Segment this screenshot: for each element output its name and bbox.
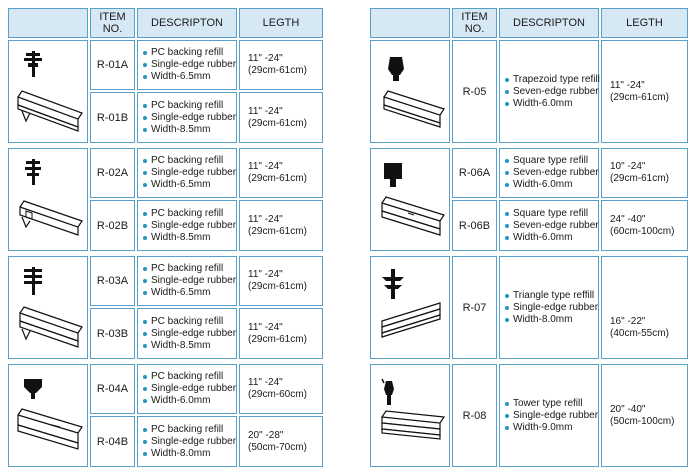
description-cell — [137, 416, 237, 467]
length-cell — [239, 416, 323, 467]
description-text: Single-edge rubber — [151, 167, 237, 178]
description-line — [505, 167, 598, 179]
bullet-icon — [505, 306, 509, 310]
description-cell — [499, 148, 599, 198]
refill-r03-picture — [8, 256, 88, 359]
length-inches: 11" -24" — [248, 269, 283, 280]
length-cell — [239, 92, 323, 143]
length-cell — [239, 148, 323, 198]
description-text: Width-8.0mm — [513, 313, 573, 325]
refill-r02-picture — [8, 148, 88, 251]
description-line — [143, 383, 236, 395]
bullet-icon — [505, 102, 509, 106]
description-line — [143, 220, 236, 232]
description-text: Seven-edge rubber — [513, 85, 599, 97]
bullet-icon — [505, 78, 509, 82]
description-cell — [137, 92, 237, 143]
description-text: Width-8.5mm — [151, 231, 211, 243]
length-inches: 11" -24" — [248, 213, 283, 225]
length-cell — [601, 200, 688, 251]
bullet-icon — [143, 63, 147, 67]
description-line — [143, 100, 236, 112]
bullet-icon — [143, 51, 147, 55]
bullet-icon — [505, 224, 509, 228]
length-cell — [239, 40, 323, 90]
length-cm: (29cm-61cm) — [248, 281, 307, 292]
bullet-icon — [505, 318, 509, 322]
length-cm: (50cm-70cm) — [248, 441, 307, 453]
length-cm: (29cm-61cm) — [610, 91, 669, 103]
description-text: PC backing refill — [151, 315, 224, 327]
right-header-description: DESCRIPTON — [499, 8, 599, 38]
description-text: Single-edge rubber — [151, 219, 237, 231]
length-cell — [239, 364, 323, 414]
refill-r06-picture — [370, 148, 450, 251]
description-line — [505, 86, 598, 98]
description-text: Triangle type reffill — [513, 289, 595, 301]
left-header-description: DESCRIPTON — [137, 8, 237, 38]
length-cell — [239, 200, 323, 251]
description-text: PC backing refill — [151, 263, 224, 274]
item-no-cell: R-02A — [90, 148, 135, 198]
bullet-icon — [143, 320, 147, 324]
description-text: Seven-edge rubber — [513, 219, 599, 231]
right-header-length: LEGTH — [601, 8, 688, 38]
wiper-refill-r03-icon — [12, 263, 84, 353]
description-cell — [499, 256, 599, 359]
description-line — [143, 436, 236, 448]
length-cm: (29cm-61cm) — [610, 173, 669, 184]
bullet-icon — [505, 90, 509, 94]
description-text: Single-edge rubber — [513, 301, 599, 313]
bullet-icon — [143, 332, 147, 336]
description-line — [143, 448, 236, 460]
item-no-cell: R-06B — [452, 200, 497, 251]
length-cell — [239, 256, 323, 306]
description-text: Single-edge rubber — [151, 111, 237, 123]
length-cm: (50cm-100cm) — [610, 415, 675, 427]
bullet-icon — [143, 279, 147, 283]
bullet-icon — [143, 159, 147, 163]
description-line — [143, 112, 236, 124]
bullet-icon — [505, 414, 509, 418]
description-line — [143, 47, 236, 59]
description-line — [143, 424, 236, 436]
bullet-icon — [143, 116, 147, 120]
description-text: Width-8.0mm — [151, 447, 211, 459]
bullet-icon — [143, 452, 147, 456]
bullet-icon — [143, 387, 147, 391]
bullet-icon — [143, 344, 147, 348]
description-line — [143, 124, 236, 136]
right-header-item-no: ITEM NO. — [452, 8, 497, 38]
description-line — [143, 59, 236, 71]
left-header-image — [8, 8, 88, 38]
description-text: Width-6.0mm — [151, 395, 211, 406]
description-cell — [499, 200, 599, 251]
wiper-refill-r07-icon — [374, 263, 446, 353]
description-text: Width-6.5mm — [151, 287, 211, 298]
description-cell — [137, 200, 237, 251]
description-cell — [137, 148, 237, 198]
length-cm: (29cm-61cm) — [248, 117, 307, 129]
bullet-icon — [505, 212, 509, 216]
length-cell — [601, 148, 688, 198]
description-text: PC backing refill — [151, 47, 224, 58]
description-text: Single-edge rubber — [151, 383, 237, 394]
length-inches: 11" -24" — [248, 161, 283, 172]
left-header-length: LEGTH — [239, 8, 323, 38]
description-text: Width-6.5mm — [151, 179, 211, 190]
length-inches: 20" -40" — [610, 403, 646, 415]
description-line — [505, 179, 598, 191]
wiper-refill-r02-icon — [12, 155, 84, 245]
bullet-icon — [143, 399, 147, 403]
description-text: Single-edge rubber — [151, 327, 237, 339]
description-line — [143, 275, 236, 287]
item-no-cell: R-04A — [90, 364, 135, 414]
length-inches: 10" -24" — [610, 161, 646, 172]
length-inches: 20" -28" — [248, 429, 284, 441]
description-cell — [499, 364, 599, 467]
description-line — [143, 340, 236, 352]
description-text: Square type refill — [513, 155, 589, 166]
refill-r04-picture — [8, 364, 88, 467]
length-cm: (29cm-61cm) — [248, 225, 307, 237]
description-line — [143, 167, 236, 179]
description-text: Single-edge rubber — [151, 435, 237, 447]
item-no-cell: R-03B — [90, 308, 135, 359]
bullet-icon — [143, 375, 147, 379]
length-cm: (29cm-61cm) — [248, 173, 307, 184]
description-text: PC backing refill — [151, 423, 224, 435]
description-text: Trapezoid type refill — [513, 73, 600, 85]
refill-r08-picture — [370, 364, 450, 467]
description-line — [505, 220, 598, 232]
length-inches: 11" -24" — [248, 53, 283, 64]
description-text: Width-8.5mm — [151, 123, 211, 135]
item-no-cell: R-02B — [90, 200, 135, 251]
right-header-image — [370, 8, 450, 38]
bullet-icon — [143, 236, 147, 240]
description-text: PC backing refill — [151, 371, 224, 382]
bullet-icon — [143, 212, 147, 216]
description-line — [143, 395, 236, 407]
wiper-refill-r08-icon — [374, 371, 446, 461]
bullet-icon — [505, 426, 509, 430]
item-no-cell: R-06A — [452, 148, 497, 198]
item-no-cell: R-05 — [452, 40, 497, 143]
description-line — [143, 316, 236, 328]
length-inches: 11" -24" — [248, 321, 283, 333]
item-no-cell: R-07 — [452, 256, 497, 359]
description-text: Width-9.0mm — [513, 421, 573, 433]
bullet-icon — [143, 104, 147, 108]
bullet-icon — [505, 294, 509, 298]
length-cell — [601, 40, 688, 143]
description-text: Width-8.5mm — [151, 339, 211, 351]
wiper-refill-r06-icon — [374, 155, 446, 245]
wiper-refill-r04-icon — [12, 371, 84, 461]
description-line — [505, 98, 598, 110]
description-line — [143, 208, 236, 220]
description-text: Width-6.0mm — [513, 179, 573, 190]
bullet-icon — [143, 224, 147, 228]
description-line — [143, 179, 236, 191]
length-inches: 11" -24" — [248, 105, 283, 117]
item-no-cell: R-04B — [90, 416, 135, 467]
description-line — [143, 287, 236, 299]
description-text: Seven-edge rubber — [513, 167, 599, 178]
description-line — [143, 71, 236, 83]
wiper-refill-r05-icon — [374, 47, 446, 137]
description-text: PC backing refill — [151, 207, 224, 219]
description-cell — [137, 308, 237, 359]
bullet-icon — [143, 267, 147, 271]
description-line — [505, 410, 598, 422]
wiper-refill-r01-icon — [12, 47, 84, 137]
bullet-icon — [143, 75, 147, 79]
description-line — [505, 155, 598, 167]
item-no-cell: R-01B — [90, 92, 135, 143]
bullet-icon — [505, 402, 509, 406]
description-text: Width-6.5mm — [151, 71, 211, 82]
item-no-cell: R-03A — [90, 256, 135, 306]
description-cell — [137, 256, 237, 306]
description-line — [505, 232, 598, 244]
description-line — [505, 314, 598, 326]
refill-r01-picture — [8, 40, 88, 143]
bullet-icon — [143, 440, 147, 444]
length-cell — [601, 256, 688, 359]
length-cm: (29cm-60cm) — [248, 389, 307, 400]
length-inches: 11" -24" — [248, 377, 283, 388]
length-cell — [239, 308, 323, 359]
description-line — [143, 232, 236, 244]
description-text: PC backing refill — [151, 155, 224, 166]
length-inches: 11" -24" — [610, 79, 645, 91]
description-line — [143, 155, 236, 167]
description-text: Single-edge rubber — [151, 275, 237, 286]
description-text: Single-edge rubber — [513, 409, 599, 421]
bullet-icon — [143, 171, 147, 175]
description-text: Width-6.0mm — [513, 97, 573, 109]
item-no-cell: R-01A — [90, 40, 135, 90]
length-cm: (40cm-55cm) — [610, 327, 669, 339]
description-cell — [499, 40, 599, 143]
description-line — [505, 398, 598, 410]
description-line — [143, 328, 236, 340]
bullet-icon — [143, 128, 147, 132]
description-text: Width-6.0mm — [513, 231, 573, 243]
bullet-icon — [505, 159, 509, 163]
description-line — [505, 422, 598, 434]
description-line — [143, 371, 236, 383]
length-cm: (29cm-61cm) — [248, 333, 307, 345]
bullet-icon — [143, 428, 147, 432]
description-cell — [137, 40, 237, 90]
refill-r07-picture — [370, 256, 450, 359]
refill-r05-picture — [370, 40, 450, 143]
description-cell — [137, 364, 237, 414]
description-text: PC backing refill — [151, 99, 224, 111]
description-line — [505, 74, 598, 86]
description-text: Square type refill — [513, 207, 589, 219]
description-text: Tower type refill — [513, 397, 583, 409]
left-header-item-no: ITEM NO. — [90, 8, 135, 38]
length-cell — [601, 364, 688, 467]
description-line — [505, 302, 598, 314]
bullet-icon — [143, 183, 147, 187]
description-line — [143, 263, 236, 275]
description-line — [505, 208, 598, 220]
description-line — [505, 290, 598, 302]
bullet-icon — [143, 291, 147, 295]
length-cm: (60cm-100cm) — [610, 225, 675, 237]
description-text: Single-edge rubber — [151, 59, 237, 70]
length-inches: 16" -22" — [610, 315, 646, 327]
bullet-icon — [505, 236, 509, 240]
bullet-icon — [505, 171, 509, 175]
bullet-icon — [505, 183, 509, 187]
length-cm: (29cm-61cm) — [248, 65, 307, 76]
item-no-cell: R-08 — [452, 364, 497, 467]
length-inches: 24" -40" — [610, 213, 646, 225]
